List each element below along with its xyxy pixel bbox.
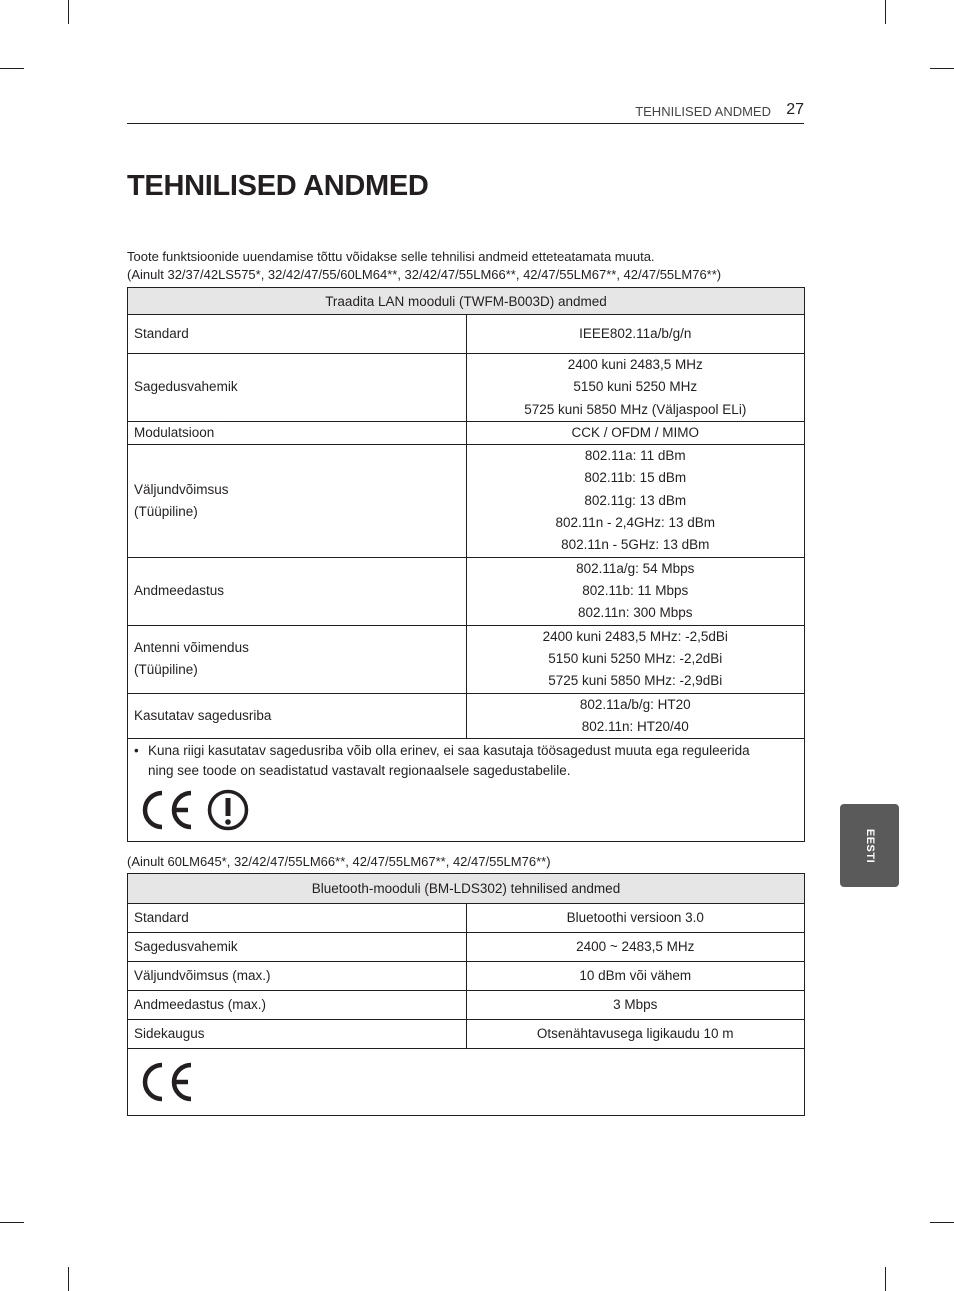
row-label: Väljundvõimsus (Tüüpiline) [128, 445, 467, 557]
row-value: 2400 kuni 2483,5 MHz 5150 kuni 5250 MHz 5725 kuni 5850 MHz (Väljaspool ELi) [466, 354, 805, 422]
crop-mark [930, 68, 954, 69]
crop-mark [930, 1222, 954, 1223]
row-label: Sagedusvahemik [128, 354, 467, 422]
table-row [128, 693, 805, 739]
row-value: 3 Mbps [466, 991, 805, 1020]
bt-table-title: Bluetooth-mooduli (BM-LDS302) tehnilised andmed [128, 874, 805, 904]
table-row [128, 962, 805, 991]
table-row [128, 933, 805, 962]
row-label: Andmeedastus [128, 557, 467, 625]
crop-mark [885, 1267, 886, 1291]
table-row [128, 354, 805, 422]
language-side-tab [840, 804, 899, 887]
wlan-note-line-2: ning see toode on seadistatud vastavalt regionaalsele sagedustabelile. [148, 763, 571, 779]
ce-mark-icon [136, 788, 252, 832]
crop-mark [68, 0, 69, 24]
table-row [128, 1020, 805, 1049]
row-label: Standard [128, 904, 467, 933]
crop-mark [885, 0, 886, 24]
intro-text [127, 248, 721, 284]
bullet-icon: • [134, 743, 139, 759]
row-value: 802.11a/g: 54 Mbps 802.11b: 11 Mbps 802.11n: 300 Mbps [466, 557, 805, 625]
bt-mark-cell [128, 1049, 805, 1116]
bt-intro-text: (Ainult 60LM645*, 32/42/47/55LM66**, 42/47/55LM67**, 42/47/55LM76**) [127, 854, 551, 869]
wlan-note-line-1: Kuna riigi kasutatav sagedusriba võib olla erinev, ei saa kasutaja töösagedust muuta ega reguleerida [148, 743, 750, 759]
wlan-note [134, 741, 798, 781]
table-row [128, 625, 805, 693]
wlan-note-cell [128, 739, 805, 842]
row-label: Antenni võimendus (Tüüpiline) [128, 625, 467, 693]
wlan-spec-table [127, 287, 805, 842]
wlan-table-title: Traadita LAN mooduli (TWFM-B003D) andmed [128, 288, 805, 315]
row-label: Sagedusvahemik [128, 933, 467, 962]
alert-mark-icon [210, 792, 247, 829]
table-row [128, 739, 805, 842]
table-row [128, 904, 805, 933]
language-label: EESTI [863, 828, 876, 863]
row-label: Standard [128, 315, 467, 354]
table-row [128, 557, 805, 625]
row-value: Bluetoothi versioon 3.0 [466, 904, 805, 933]
row-value: 2400 kuni 2483,5 MHz: -2,5dBi 5150 kuni 5250 MHz: -2,2dBi 5725 kuni 5850 MHz: -2,9dBi [466, 625, 805, 693]
row-label: Modulatsioon [128, 421, 467, 444]
row-value: 802.11a: 11 dBm 802.11b: 15 dBm 802.11g: 13 dBm 802.11n - 2,4GHz: 13 dBm 802.11n - 5GHz: 13 dBm [466, 445, 805, 557]
intro-line-2: (Ainult 32/37/42LS575*, 32/42/47/55/60LM64**, 32/42/47/55LM66**, 42/47/55LM67**, 42/47/55LM76**) [127, 267, 722, 282]
row-label: Sidekaugus [128, 1020, 467, 1049]
row-value: 10 dBm või vähem [466, 962, 805, 991]
table-row [128, 421, 805, 444]
ce-mark-icon [136, 1060, 198, 1104]
row-value: IEEE802.11a/b/g/n [466, 315, 805, 354]
row-value: 2400 ~ 2483,5 MHz [466, 933, 805, 962]
row-value: Otsenähtavusega ligikaudu 10 m [466, 1020, 805, 1049]
row-value: CCK / OFDM / MIMO [466, 421, 805, 444]
row-label: Kasutatav sagedusriba [128, 693, 467, 739]
table-row [128, 1049, 805, 1116]
header-section-title: TEHNILISED ANDMED [635, 104, 771, 119]
running-header [127, 101, 804, 124]
table-row [128, 991, 805, 1020]
bluetooth-spec-table [127, 873, 805, 1116]
page-title: TEHNILISED ANDMED [127, 170, 429, 202]
crop-mark [0, 68, 24, 69]
crop-mark [0, 1222, 24, 1223]
page-number: 27 [786, 101, 804, 118]
row-label: Väljundvõimsus (max.) [128, 962, 467, 991]
row-value: 802.11a/b/g: HT20 802.11n: HT20/40 [466, 693, 805, 739]
intro-line-1: Toote funktsioonide uuendamise tõttu võidakse selle tehnilisi andmeid etteteatamata muuta. [127, 249, 655, 264]
table-row [128, 445, 805, 557]
row-label: Andmeedastus (max.) [128, 991, 467, 1020]
crop-mark [68, 1267, 69, 1291]
table-row [128, 315, 805, 354]
